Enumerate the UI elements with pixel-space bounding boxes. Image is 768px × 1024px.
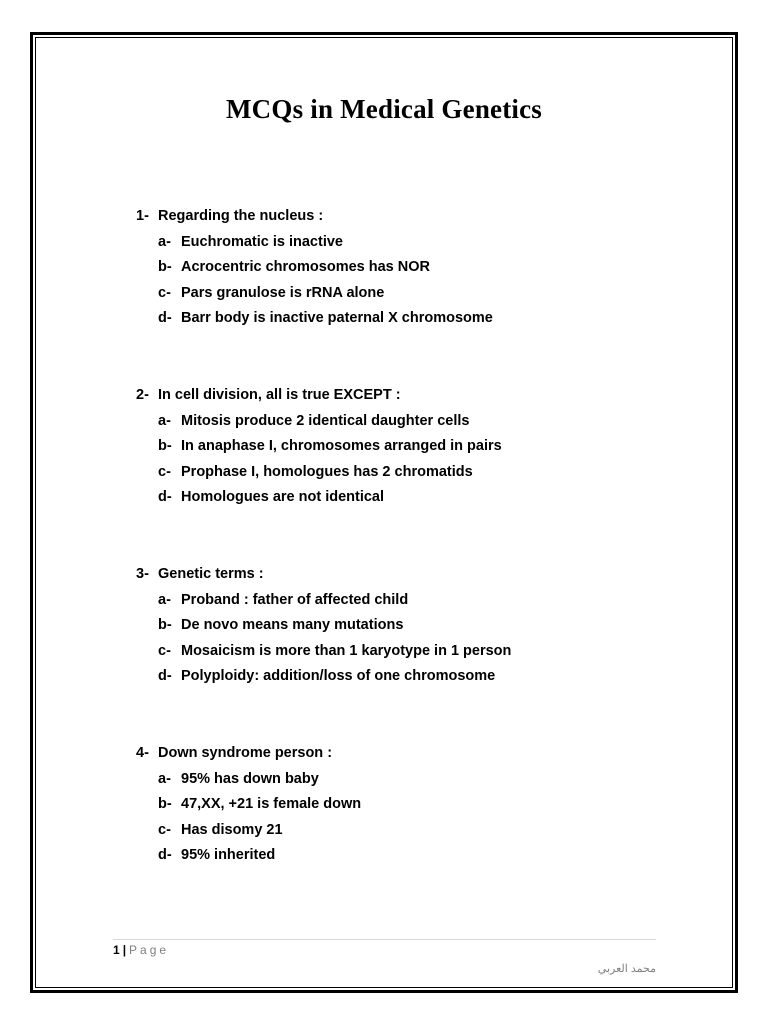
option-letter: d- [158,668,172,685]
option-letter: b- [158,617,172,634]
question-4 [136,741,696,869]
question-text: Down syndrome person : [158,744,333,761]
option-d [158,485,696,511]
option-b [158,792,696,818]
option-b [158,613,696,639]
option-text: Polyploidy: addition/loss of one chromosome [181,668,496,685]
option-letter: c- [158,821,171,838]
option-list [158,767,696,869]
option-text: Pars granulose is rRNA alone [181,284,385,301]
option-text: De novo means many mutations [181,617,404,634]
footer-divider [113,939,656,940]
option-c [158,639,696,665]
option-letter: c- [158,642,171,659]
option-letter: a- [158,412,171,429]
option-text: Barr body is inactive paternal X chromosome [181,310,493,327]
option-letter: d- [158,489,172,506]
question-spacer [136,511,696,562]
question-3 [136,562,696,690]
option-text: Acrocentric chromosomes has NOR [181,259,430,276]
option-a [158,588,696,614]
option-d [158,664,696,690]
option-text: Homologues are not identical [181,489,385,506]
option-letter: b- [158,259,172,276]
question-1 [136,204,696,332]
page-word: Page [129,943,170,957]
option-c [158,460,696,486]
option-b [158,255,696,281]
question-stem [136,204,696,230]
option-text: Has disomy 21 [181,821,283,838]
question-number: 4- [136,744,149,761]
question-spacer [136,332,696,383]
option-letter: c- [158,284,171,301]
question-2 [136,383,696,511]
option-list [158,409,696,511]
option-text: In anaphase I, chromosomes arranged in pairs [181,438,502,455]
option-letter: c- [158,463,171,480]
option-c [158,281,696,307]
option-a [158,409,696,435]
option-text: Mitosis produce 2 identical daughter cells [181,412,470,429]
question-number: 2- [136,386,149,403]
option-d [158,306,696,332]
option-letter: a- [158,770,171,787]
footer-author: محمد العربي [597,963,656,975]
document-title: MCQs in Medical Genetics [226,94,542,124]
option-letter: a- [158,591,171,608]
question-stem [136,383,696,409]
option-text: 47,XX, +21 is female down [181,796,362,813]
option-a [158,230,696,256]
question-stem [136,741,696,767]
option-text: 95% has down baby [181,770,319,787]
option-d [158,843,696,869]
question-number: 3- [136,565,149,582]
question-text: In cell division, all is true EXCEPT : [158,386,401,403]
question-number: 1- [136,208,149,224]
question-spacer [136,690,696,741]
option-c [158,818,696,844]
option-letter: a- [158,233,171,250]
option-a [158,767,696,793]
option-text: Prophase I, homologues has 2 chromatids [181,463,473,480]
page-number: 1 [113,943,120,957]
option-list [158,230,696,332]
question-stem [136,562,696,588]
option-text: Proband : father of affected child [181,591,409,608]
question-text: Regarding the nucleus : [158,208,324,224]
question-text: Genetic terms : [158,565,264,582]
option-text: Euchromatic is inactive [181,233,343,250]
option-letter: d- [158,310,172,327]
question-list [136,204,696,869]
option-letter: b- [158,796,172,813]
option-text: 95% inherited [181,847,276,864]
option-b [158,434,696,460]
footer-page-number [113,943,169,957]
page-separator: | [122,943,127,957]
option-list [158,588,696,690]
option-letter: d- [158,847,172,864]
option-letter: b- [158,438,172,455]
option-text: Mosaicism is more than 1 karyotype in 1 person [181,642,512,659]
